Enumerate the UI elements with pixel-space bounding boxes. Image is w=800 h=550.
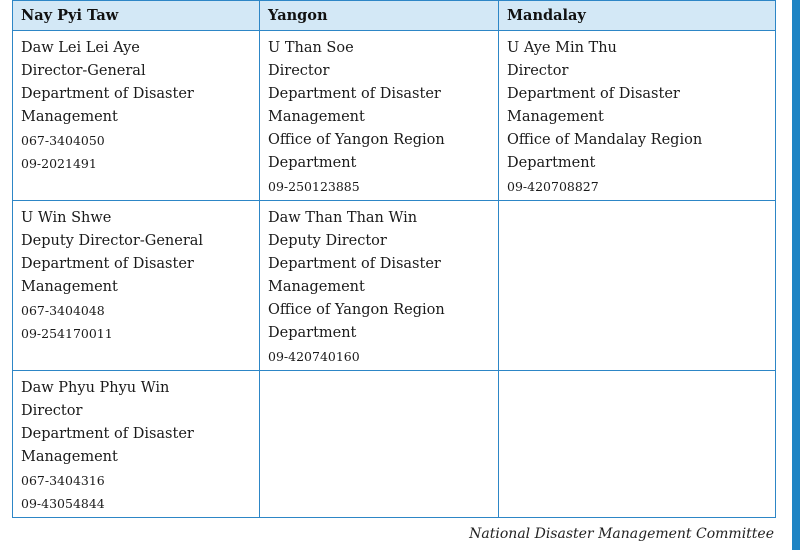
contact-department: Management — [21, 449, 118, 465]
table-row — [13, 31, 776, 201]
header-mandalay: Mandalay — [499, 1, 776, 31]
contact-phone: 09-420708827 — [507, 179, 599, 194]
contact-cell — [260, 201, 499, 371]
contact-office: Office of Mandalay Region — [507, 132, 703, 148]
contact-name: Daw Lei Lei Aye — [21, 40, 140, 56]
contact-office: Office of Yangon Region — [268, 302, 445, 318]
contact-name: Daw Phyu Phyu Win — [21, 380, 170, 396]
contact-phone: 09-254170011 — [21, 326, 113, 341]
contact-department: Department of Disaster — [21, 86, 194, 102]
contact-department: Department of Disaster — [21, 256, 194, 272]
contact-phone: 09-250123885 — [268, 179, 360, 194]
contact-office: Department — [507, 155, 596, 171]
contact-office: Department — [268, 155, 357, 171]
contact-title: Deputy Director — [268, 233, 387, 249]
empty-cell — [499, 371, 776, 518]
contact-phone: 067-3404048 — [21, 303, 105, 318]
contact-phone: 067-3404316 — [21, 473, 105, 488]
empty-cell — [260, 371, 499, 518]
contact-office: Department — [268, 325, 357, 341]
contact-name: U Than Soe — [268, 40, 354, 56]
right-accent-rule — [792, 0, 800, 550]
contact-department: Management — [268, 109, 365, 125]
contact-department: Department of Disaster — [268, 86, 441, 102]
contact-cell — [13, 201, 260, 371]
table-row — [13, 371, 776, 518]
contact-phone: 09-420740160 — [268, 349, 360, 364]
header-yangon: Yangon — [260, 1, 499, 31]
table-row — [13, 201, 776, 371]
contact-title: Director-General — [21, 63, 146, 79]
source-caption: National Disaster Management Committee — [469, 526, 774, 542]
contact-title: Director — [268, 63, 330, 79]
contacts-table — [12, 0, 776, 518]
contact-cell — [260, 31, 499, 201]
contact-department: Management — [21, 109, 118, 125]
contact-department: Department of Disaster — [21, 426, 194, 442]
contact-name: U Aye Min Thu — [507, 40, 617, 56]
contact-cell — [13, 31, 260, 201]
contact-department: Management — [268, 279, 365, 295]
contact-office: Office of Yangon Region — [268, 132, 445, 148]
contact-department: Management — [507, 109, 604, 125]
contact-department: Management — [21, 279, 118, 295]
contact-title: Deputy Director-General — [21, 233, 204, 249]
header-nay-pyi-taw: Nay Pyi Taw — [13, 1, 260, 31]
contact-phone: 067-3404050 — [21, 133, 105, 148]
empty-cell — [499, 201, 776, 371]
table-header-row — [13, 1, 776, 31]
contact-department: Department of Disaster — [268, 256, 441, 272]
contact-name: U Win Shwe — [21, 210, 112, 226]
contact-title: Director — [507, 63, 569, 79]
contact-department: Department of Disaster — [507, 86, 680, 102]
contact-phone: 09-43054844 — [21, 496, 105, 511]
contact-title: Director — [21, 403, 83, 419]
contact-phone: 09-2021491 — [21, 156, 97, 171]
contact-name: Daw Than Than Win — [268, 210, 418, 226]
contact-cell — [499, 31, 776, 201]
contact-cell — [13, 371, 260, 518]
